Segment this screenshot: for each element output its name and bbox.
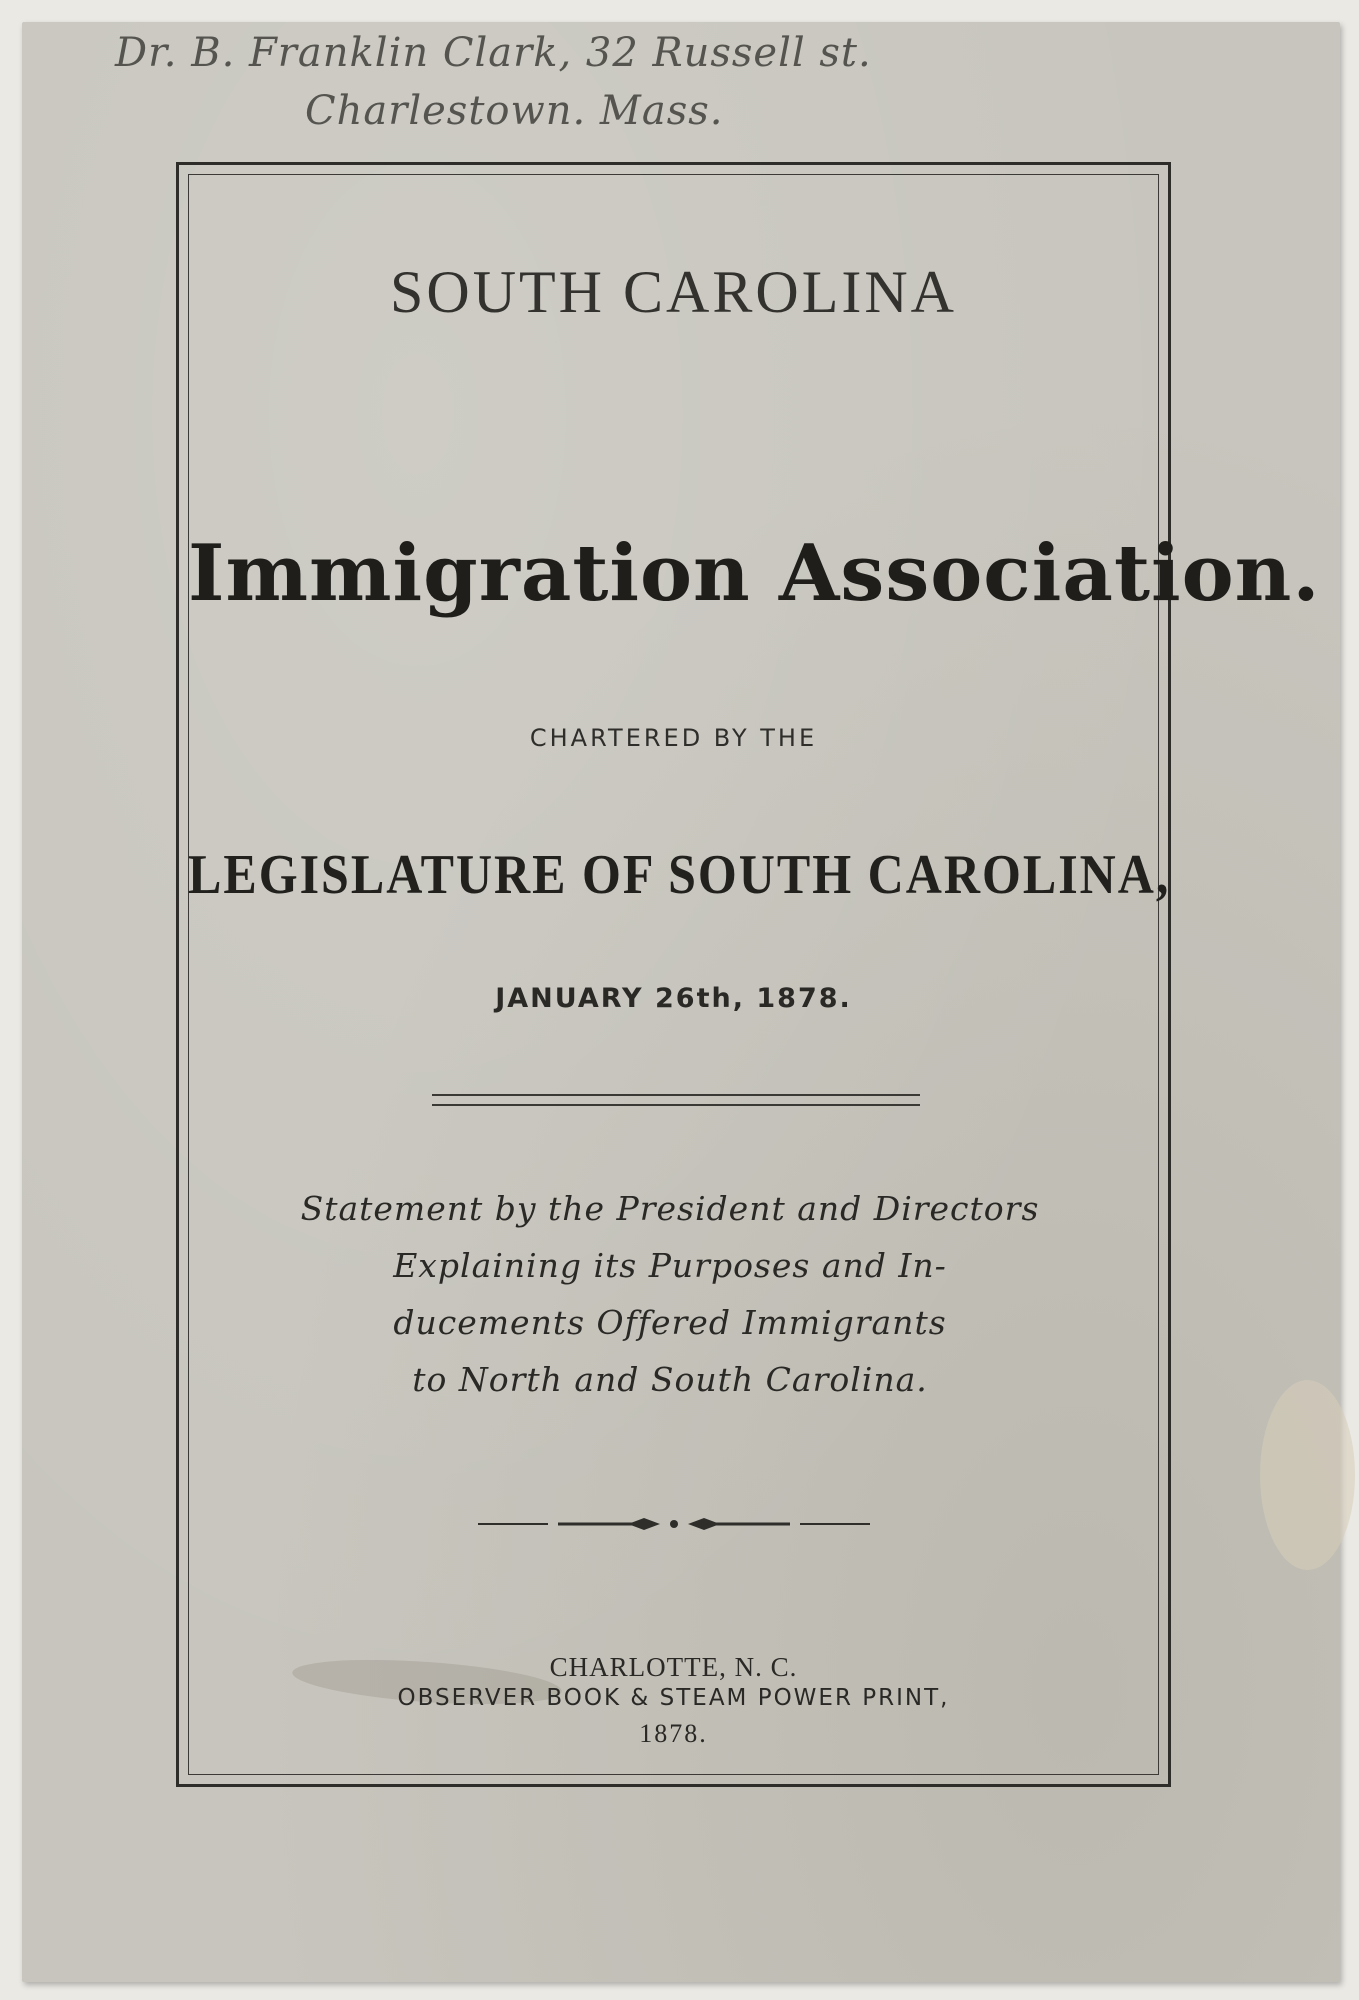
statement-line: ducements Offered Immigrants — [393, 1303, 947, 1342]
double-rule-bottom — [432, 1104, 920, 1106]
charter-date: JANUARY 26th, 1878. — [495, 983, 852, 1014]
imprint-year: 1878. — [639, 1719, 708, 1748]
statement-line: to North and South Carolina. — [412, 1360, 928, 1399]
statement-line: Explaining its Purposes and In- — [393, 1246, 947, 1285]
double-rule-top — [432, 1094, 920, 1096]
handwritten-inscription-line-2: Charlestown. Mass. — [305, 88, 724, 134]
handwritten-inscription-line-1: Dr. B. Franklin Clark, 32 Russell st. — [115, 30, 872, 76]
statement-line: Statement by the President and Directors — [300, 1189, 1040, 1228]
imprint-printer: OBSERVER BOOK & STEAM POWER PRINT, — [397, 1685, 950, 1711]
state-heading: SOUTH CAROLINA — [390, 259, 957, 325]
legislature-line: LEGISLATURE OF SOUTH CAROLINA, — [188, 842, 1171, 906]
organization-title: Immigration Association. — [188, 528, 1321, 619]
imprint-city: CHARLOTTE, N. C. — [549, 1652, 798, 1682]
chartered-by-line: CHARTERED BY THE — [529, 724, 818, 752]
statement-paragraph — [220, 1180, 1120, 1408]
ornamental-divider — [478, 1508, 870, 1540]
paper-stain — [1260, 1380, 1355, 1570]
